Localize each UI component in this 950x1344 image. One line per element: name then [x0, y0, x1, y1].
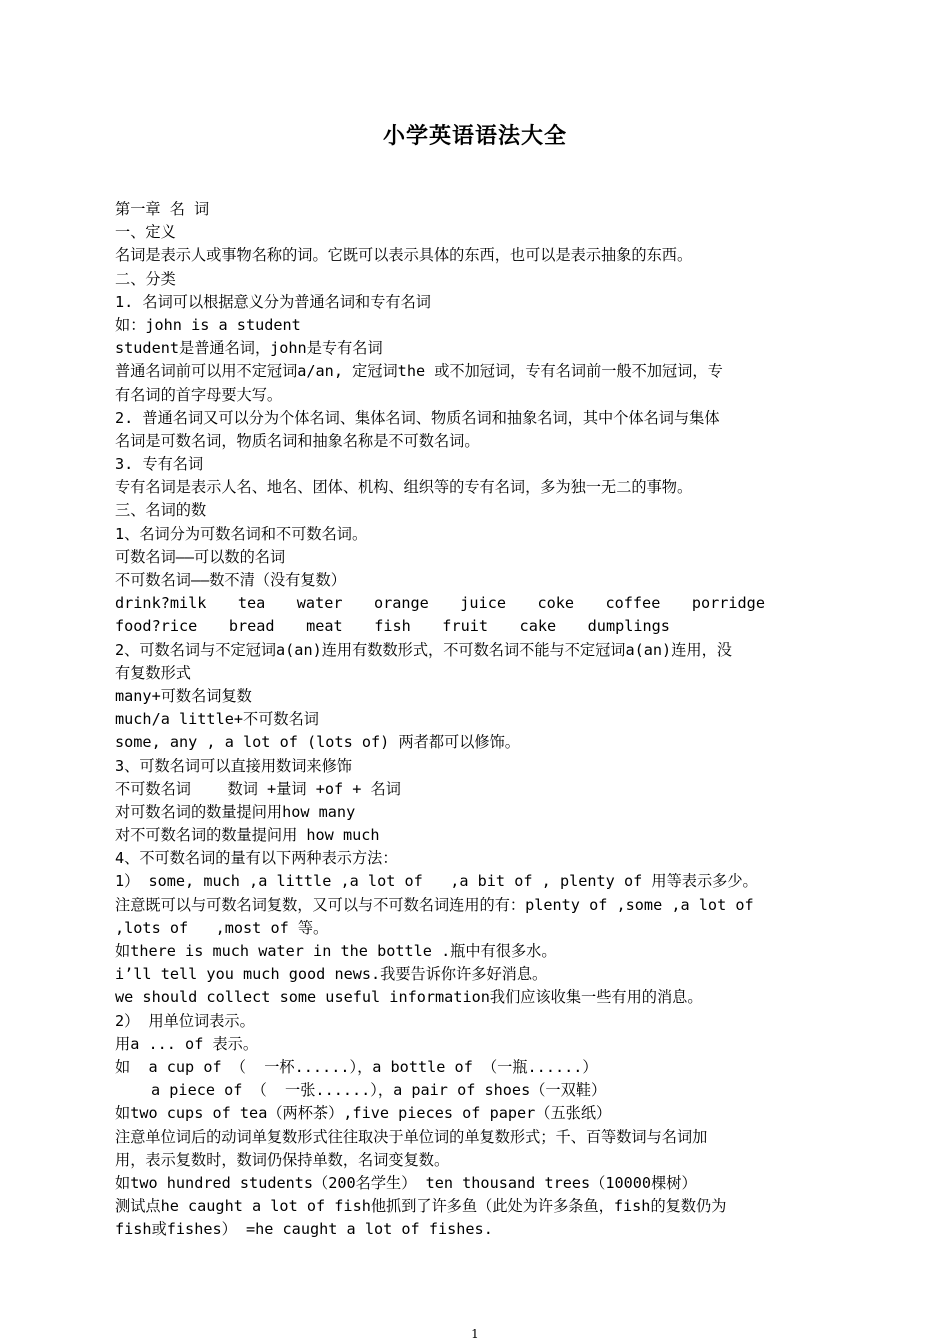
text-line: 用a ... of 表示。 — [115, 1034, 259, 1053]
word-item: juice — [460, 594, 506, 613]
text-line: 如：john is a student — [115, 315, 301, 334]
text-line: 3. 专有名词 — [115, 455, 204, 474]
text-line: 名词是表示人或事物名称的词。它既可以表示具体的东西，也可以是表示抽象的东西。 — [115, 246, 693, 265]
text-line: 对不可数名词的数量提问用 how much — [115, 826, 380, 845]
text-line: some, any , a lot of (lots of) 两者都可以修饰。 — [115, 733, 520, 752]
word-item: bread — [228, 617, 275, 636]
word-item: dumplings — [587, 617, 670, 636]
document-body — [115, 198, 865, 1241]
text-line: 有复数形式 — [115, 663, 191, 682]
text-line: 名词是可数名词，物质名词和抽象名称是不可数名词。 — [115, 431, 480, 450]
text-line: 如there is much water in the bottle .瓶中有很多水。 — [115, 942, 557, 960]
text-line: i’ll tell you much good news.我要告诉你许多好消息。 — [115, 965, 548, 984]
text-line: 注意单位词后的动词单复数形式往往取决于单位词的单复数形式；千、百等数词与名词加 — [115, 1127, 708, 1146]
text-line: ,lots of ,most of 等。 — [115, 918, 329, 937]
word-item: fish — [374, 617, 411, 636]
text-line: 不可数名词——数不清（没有复数） — [115, 571, 346, 589]
text-line: 用，表示复数时，数词仍保持单数，名词变复数。 — [115, 1150, 450, 1169]
text-line: 4、不可数名词的量有以下两种表示方法： — [115, 849, 398, 868]
word-item: orange — [373, 594, 429, 613]
word-item: coke — [537, 594, 575, 613]
word-item: meat — [306, 617, 343, 636]
section-heading: 一、定义 — [115, 223, 176, 242]
text-line: much/a little+不可数名词 — [115, 710, 319, 729]
text-line: 1. 名词可以根据意义分为普通名词和专有名词 — [115, 292, 431, 311]
text-line: 1、名词分为可数名词和不可数名词。 — [115, 524, 368, 543]
food-word-row — [115, 615, 670, 638]
text-line: 注意既可以与可数名词复数，又可以与不可数名词连用的有：plenty of ,some ,a lot of — [115, 895, 754, 914]
text-line: 3、可数名词可以直接用数词来修饰 — [115, 756, 352, 775]
section-heading: 三、名词的数 — [115, 501, 207, 520]
section-heading: 二、分类 — [115, 269, 176, 288]
document-title: 小学英语语法大全 — [382, 124, 567, 149]
text-line: 有名词的首字母要大写。 — [115, 385, 283, 404]
word-item: porridge — [691, 594, 765, 613]
text-line-indented: a piece of （ 一张......），a pair of shoes（一双鞋） — [151, 1081, 607, 1100]
text-line: fish或fishes） =he caught a lot of fishes. — [115, 1220, 493, 1239]
word-item: coffee — [605, 594, 661, 613]
word-item: cake — [519, 617, 557, 636]
text-line: 专有名词是表示人名、地名、团体、机构、组织等的专有名词，多为独一无二的事物。 — [115, 478, 693, 497]
text-line: 1） some, much ,a little ,a lot of ,a bit of , plenty of 用等表示多少。 — [115, 872, 758, 891]
text-line: 如two hundred students（200名学生） ten thousand trees（10000棵树） — [115, 1173, 697, 1192]
text-line: 可数名词——可以数的名词 — [115, 547, 286, 566]
text-line: we should collect some useful information我们应该收集一些有用的消息。 — [115, 988, 703, 1007]
text-line: many+可数名词复数 — [115, 686, 252, 705]
word-item: food?rice — [115, 617, 198, 636]
text-line: 2） 用单位词表示。 — [115, 1011, 255, 1030]
text-line: 如two cups of tea（两杯茶）,five pieces of paper（五张纸） — [115, 1104, 612, 1123]
text-line: 不可数名词 数词 +量词 +of + 名词 — [115, 779, 401, 798]
text-line: student是普通名词，john是专有名词 — [115, 339, 383, 358]
chapter-heading: 第一章 名 词 — [115, 200, 210, 218]
drink-word-row — [115, 592, 765, 615]
text-line: 如 a cup of （ 一杯......），a bottle of （一瓶......） — [115, 1057, 598, 1076]
word-item: fruit — [442, 617, 489, 636]
text-line: 对可数名词的数量提问用how many — [115, 802, 356, 821]
word-item: tea — [237, 594, 266, 613]
text-line: 普通名词前可以用不定冠词a/an, 定冠词the 或不加冠词，专有名词前一般不加冠词，专 — [115, 362, 723, 381]
text-line: 2. 普通名词又可以分为个体名词、集体名词、物质名词和抽象名词，其中个体名词与集体 — [115, 408, 720, 427]
text-line: 2、可数名词与不定冠词a(an)连用有数数形式，不可数名词不能与不定冠词a(an)连用，没 — [115, 640, 732, 659]
page-number: 1 — [471, 1327, 479, 1341]
text-line: 测试点he caught a lot of fish他抓到了许多鱼（此处为许多条鱼，fish的复数仍为 — [115, 1197, 727, 1216]
word-item: water — [296, 594, 343, 613]
word-item: drink?milk — [115, 594, 207, 613]
